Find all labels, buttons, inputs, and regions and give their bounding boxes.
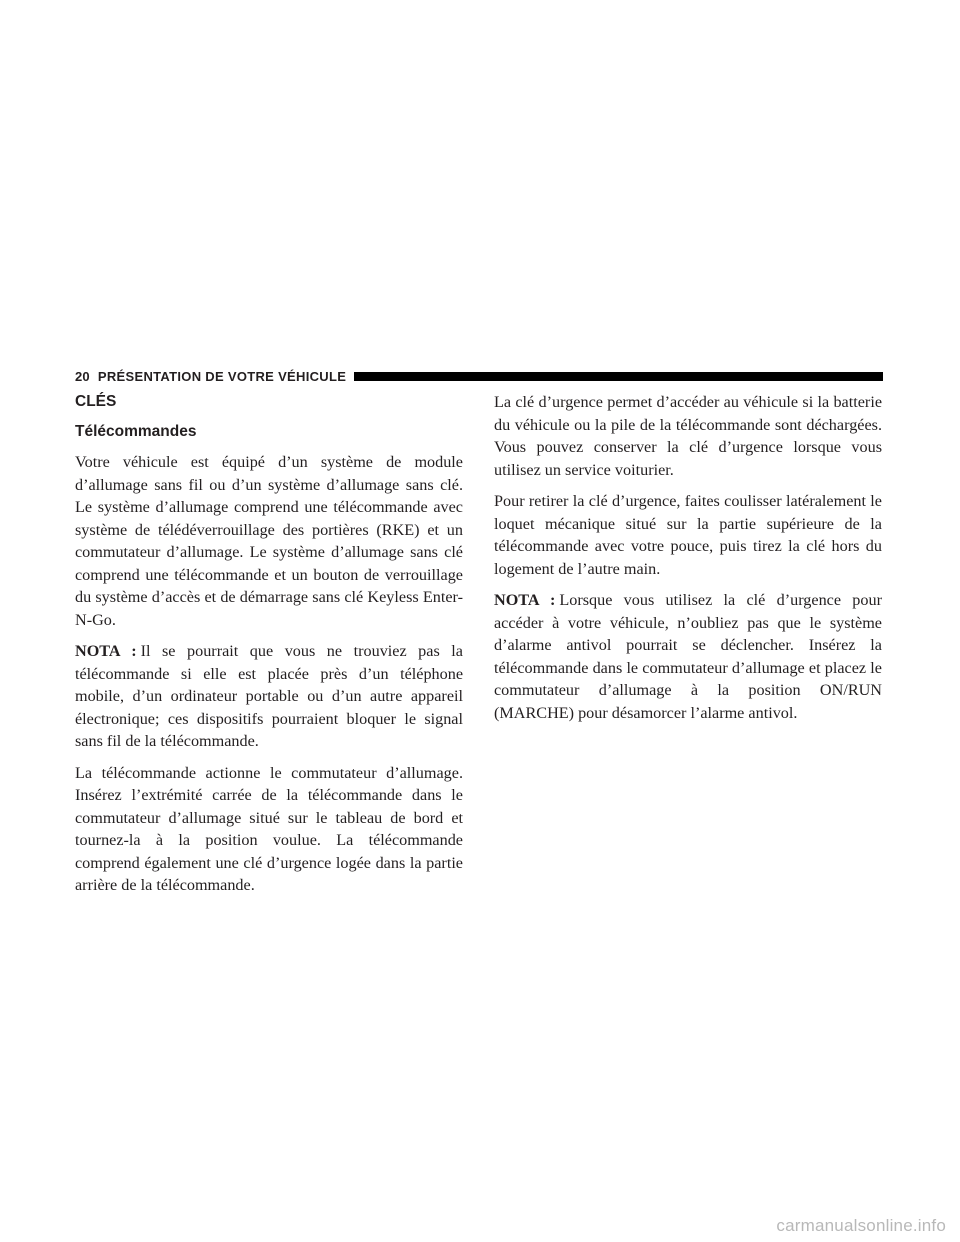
- paragraph-remove-key: Pour retirer la clé d’urgence, faites coulisser latéralement le loquet mécanique situé sur la partie supérieure de la télécommande avec votre pouce, puis tirez la clé hors du logement de l’autre main.: [494, 492, 882, 578]
- page-header: [75, 368, 883, 384]
- watermark-text: carmanualsonline.info: [776, 1216, 946, 1235]
- page-number: 20: [75, 368, 90, 384]
- paragraph-emergency-key: La clé d’urgence permet d’accéder au véhicule si la batterie du véhicule ou la pile de la télécommande sont déchargées. Vous pouvez conserver la clé d’urgence lorsque vous utilisez un service voiturier.: [494, 393, 882, 479]
- note-text: Lorsque vous utilisez la clé d’urgence pour accéder à votre véhicule, n’oubliez pas que le système d’alarme antivol pourrait se déclencher. Insérez la télécommande dans le commutateur d’allumage et placez le commutateur d’allumage à la position ON/RUN (MARCHE) pour désamorcer l’alarme antivol.: [494, 591, 882, 722]
- paragraph-ignition: La télécommande actionne le commutateur d’allumage. Insérez l’extrémité carrée de la télécommande dans le commutateur d’allumage situé sur le tableau de bord et tournez-la à la position voulue. La télécommande comprend également une clé d’urgence logée dans la partie arrière de la télécommande.: [75, 763, 463, 894]
- section-title: CLÉS: [75, 393, 117, 410]
- note-paragraph: [75, 640, 463, 753]
- header-rule: [354, 372, 883, 381]
- note-paragraph-alarm: [494, 589, 882, 724]
- left-column: [75, 388, 463, 897]
- note-label: NOTA :: [75, 642, 137, 660]
- note-label: NOTA :: [494, 591, 556, 609]
- note-text: Il se pourrait que vous ne trouviez pas la télécommande si elle est placée près d’un téléphone mobile, d’un ordinateur portable ou d’un autre appareil électronique; ces dispositifs pourraient bloquer le signal sans fil de la télécommande.: [75, 642, 463, 750]
- running-title: PRÉSENTATION DE VOTRE VÉHICULE: [97, 368, 347, 384]
- subsection-title: Télécommandes: [75, 423, 197, 440]
- right-column: [494, 391, 882, 724]
- paragraph-intro: Votre véhicule est équipé d’un système de module d’allumage sans fil ou d’un système d’allumage sans clé. Le système d’allumage comprend une télécommande avec système de télédéverrouillage des portières (RKE) et un commutateur d’allumage. Le système d’allumage sans clé comprend une télécommande et un bouton de verrouillage du système d’accès et de démarrage sans clé Keyless Enter-N-Go.: [75, 453, 463, 629]
